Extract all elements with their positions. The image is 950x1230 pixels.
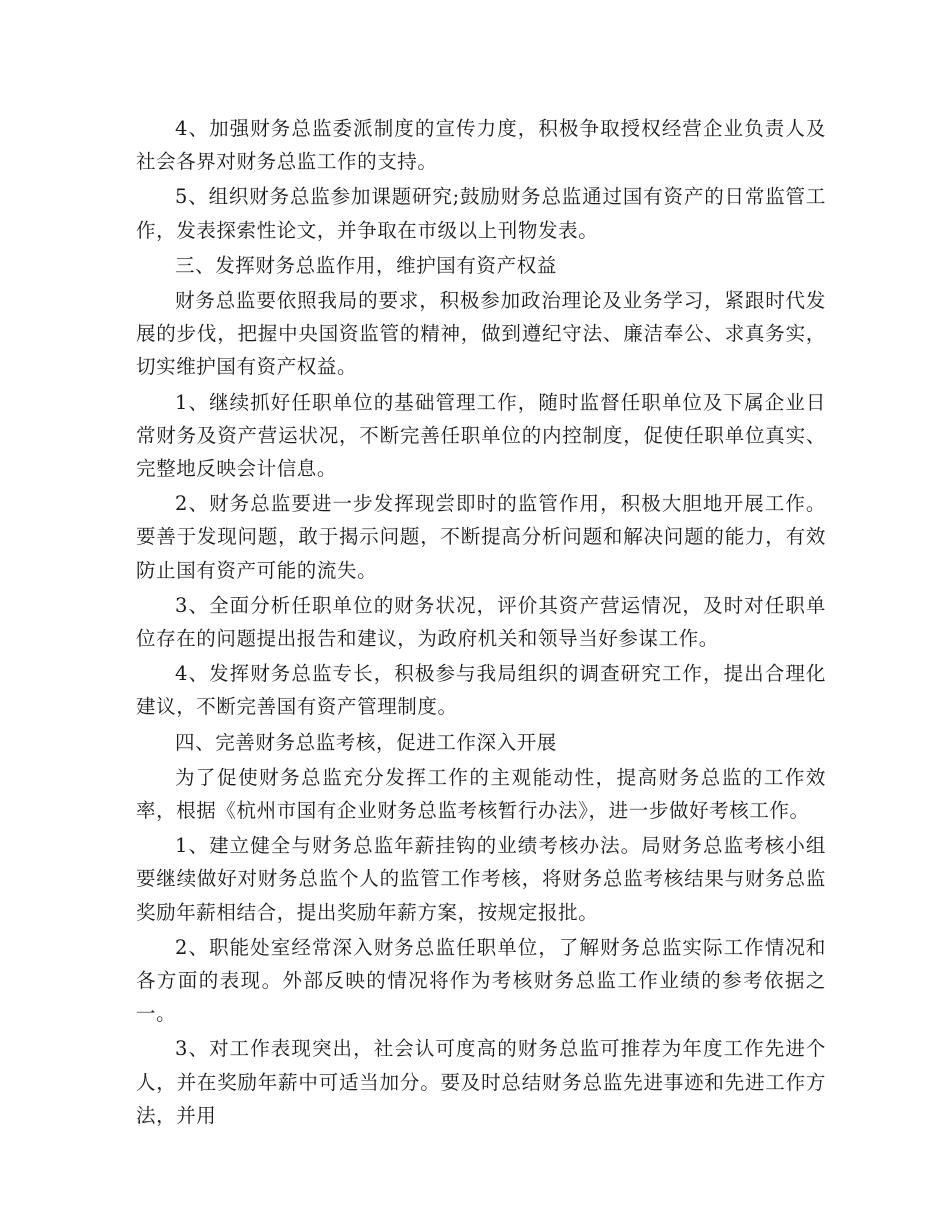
paragraph-section-4-intro: 为了促使财务总监充分发挥工作的主观能动性，提高财务总监的工作效率，根据《杭州市国有企业财务总监考核暂行办法》，进一步做好考核工作。: [136, 765, 826, 823]
paragraph-item-2-supervision: 2、财务总监要进一步发挥现尝即时的监管作用，积极大胆地开展工作。要善于发现问题，敢于揭示问题，不断提高分析问题和解决问题的能力，有效防止国有资产可能的流失。: [136, 492, 826, 582]
paragraph-item-2-departments: 2、职能处室经常深入财务总监任职单位，了解财务总监实际工作情况和各方面的表现。外部反映的情况将作为考核财务总监工作业绩的参考依据之一。: [136, 935, 826, 1026]
section-heading-3: 三、发挥财务总监作用，维护国有资产权益: [175, 253, 557, 277]
document-body: [136, 112, 826, 1134]
paragraph-item-3-analysis: 3、全面分析任职单位的财务状况，评价其资产营运情况，及时对任职单位存在的问题提出报告和建议，为政府机关和领导当好参谋工作。: [136, 593, 826, 651]
paragraph-item-1-management: 1、继续抓好任职单位的基础管理工作，随时监督任职单位及下属企业日常财务及资产营运状况，不断完善任职单位的内控制度，促使任职单位真实、完整地反映会计信息。: [136, 390, 826, 481]
paragraph-section-3-intro: 财务总监要依照我局的要求，积极参加政治理论及业务学习，紧跟时代发展的步伐，把握中央国资监管的精神，做到遵纪守法、廉洁奉公、求真务实，切实维护国有资产权益。: [136, 289, 826, 379]
section-heading-4: 四、完善财务总监考核，促进工作深入开展: [175, 730, 557, 754]
paragraph-item-3-recognition: 3、对工作表现突出，社会认可度高的财务总监可推荐为年度工作先进个人，并在奖励年薪中可适当加分。要及时总结财务总监先进事迹和先进工作方法，并用: [136, 1037, 826, 1127]
paragraph-item-4-expertise: 4、发挥财务总监专长，积极参与我局组织的调查研究工作，提出合理化建议，不断完善国有资产管理制度。: [136, 662, 826, 719]
paragraph-item-5-research: 5、组织财务总监参加课题研究;鼓励财务总监通过国有资产的日常监管工作，发表探索性论文，并争取在市级以上刊物发表。: [136, 185, 826, 242]
paragraph-item-4-publicity: 4、加强财务总监委派制度的宣传力度，积极争取授权经营企业负责人及社会各界对财务总监工作的支持。: [136, 117, 826, 174]
paragraph-item-1-assessment: 1、建立健全与财务总监年薪挂钩的业绩考核办法。局财务总监考核小组要继续做好对财务总监个人的监管工作考核，将财务总监考核结果与财务总监奖励年薪相结合，提出奖励年薪方案，按规定报批。: [136, 834, 826, 924]
